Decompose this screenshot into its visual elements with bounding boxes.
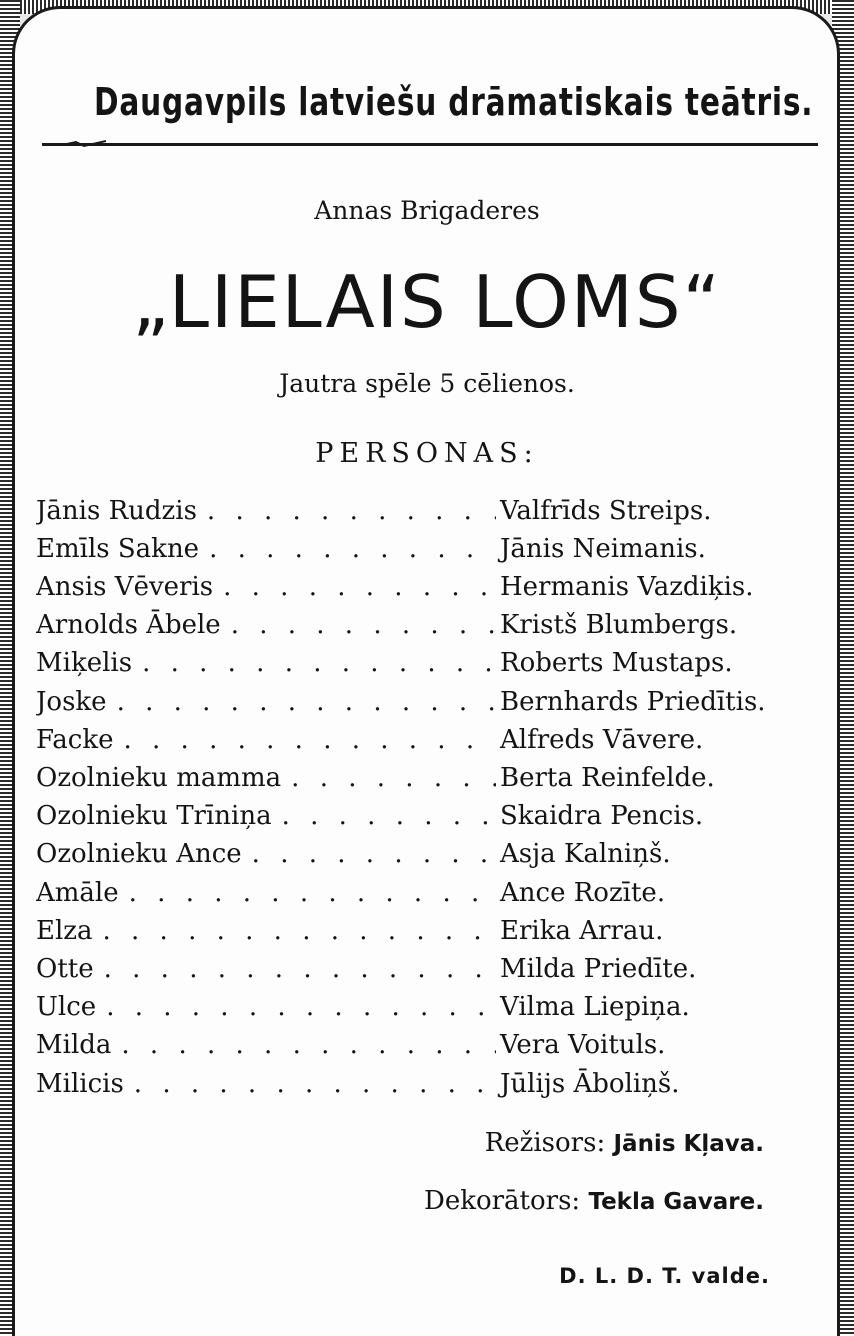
cast-role: Milicis . . . [36, 1067, 496, 1101]
cast-actor: Erika Arrau. [500, 916, 664, 946]
director-label: Režisors: [484, 1128, 606, 1158]
cast-role: Ulce . . . [36, 990, 496, 1024]
cast-role: Jānis Rudzis . . . [36, 494, 496, 528]
cast-role: Ozolnieku Ance . . . [36, 837, 496, 871]
cast-role: Arnolds Ābele . . . [36, 608, 496, 642]
cast-role: Facke . . . [36, 723, 496, 757]
play-author: Annas Brigaderes [314, 196, 540, 225]
cast-role: Miķelis . . . [36, 646, 496, 680]
cast-actor: Jūlijs Āboliņš. [500, 1069, 680, 1099]
designer-label: Dekorātors: [423, 1186, 581, 1216]
cast-actor: Milda Priedīte. [500, 954, 697, 984]
play-title: „LIELAIS LOMS“ [132, 260, 722, 344]
cast-actor: Vilma Liepiņa. [500, 992, 690, 1022]
cast-actor: Berta Reinfelde. [500, 763, 715, 793]
cast-actor: Bernhards Priedītis. [500, 687, 766, 717]
cast-role: Milda . . . [36, 1028, 496, 1062]
cast-role: Amāle . . . [36, 876, 496, 910]
cast-actor: Roberts Mustaps. [500, 648, 733, 678]
cast-actor: Jānis Neimanis. [500, 534, 706, 564]
cast-role: Ozolnieku Trīniņa . . . [36, 799, 496, 833]
cast-actor: Valfrīds Streips. [500, 496, 712, 526]
cast-role: Elza . . . [36, 914, 496, 948]
cast-actor: Hermanis Vazdiķis. [500, 572, 754, 602]
play-subtitle: Jautra spēle 5 cēlienos. [279, 369, 575, 398]
cast-role: Joske . . . [36, 685, 496, 719]
cast-actor: Asja Kalniņš. [500, 839, 671, 869]
director-name: Jānis Kļava. [613, 1131, 764, 1157]
cast-role: Ansis Vēveris . . . [36, 570, 496, 604]
header-rule [42, 143, 818, 146]
cast-role: Ozolnieku mamma . . . [36, 761, 496, 795]
cast-role: Emīls Sakne . . . [36, 532, 496, 566]
cast-actor: Skaidra Pencis. [500, 801, 704, 831]
designer-name: Tekla Gavare. [588, 1189, 764, 1215]
cast-heading: PERSONAS: [315, 438, 539, 469]
cast-actor: Alfreds Vāvere. [500, 725, 704, 755]
cast-actor: Ance Rozīte. [500, 878, 666, 908]
board-signature: D. L. D. T. valde. [559, 1264, 770, 1288]
header-flourish [62, 140, 106, 148]
cast-actor: Vera Voituls. [500, 1030, 666, 1060]
cast-actor: Kristš Blumbergs. [500, 610, 738, 640]
cast-role: Otte . . . [36, 952, 496, 986]
theatre-name: Daugavpils latviešu drāmatiskais teātris. [93, 80, 814, 124]
designer-credit [424, 1186, 764, 1216]
director-credit [485, 1128, 764, 1158]
